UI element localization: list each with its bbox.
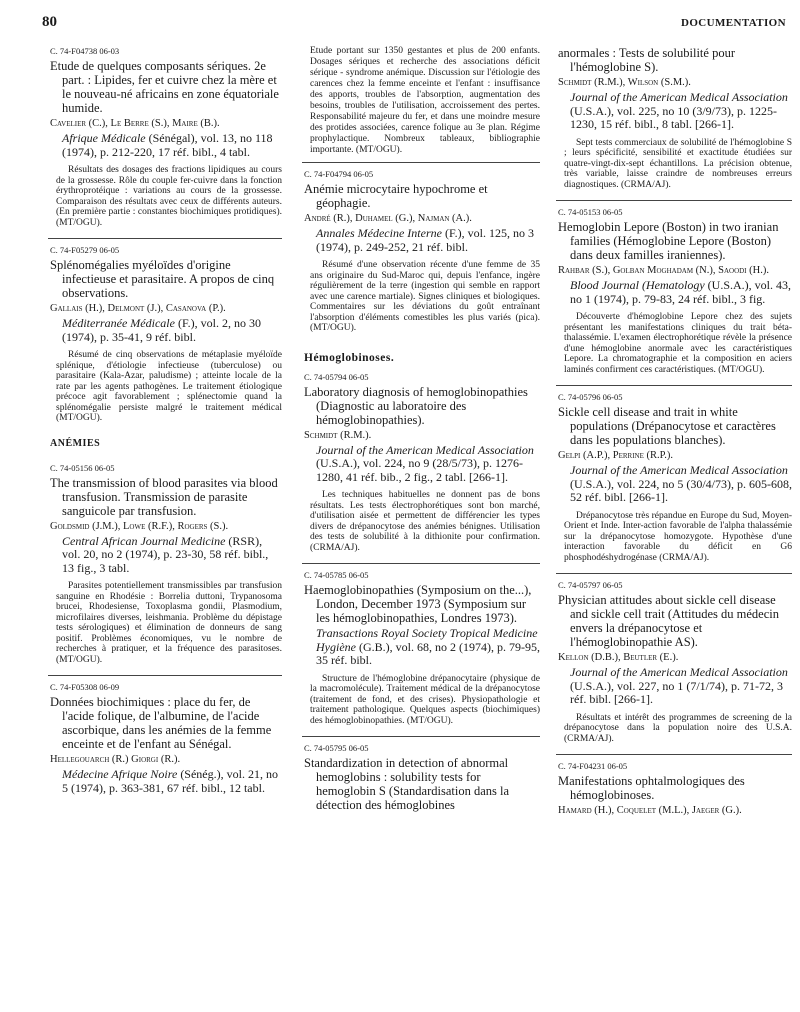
entry-abstract: Les techniques habituelles ne donnent pas de bons résultats. Les tests électrophorétiques sont bon marché, d'utilisation aisée et permettent de différencier les types divers de drépanocytose des anémies bénignes. Utilisation des tests de solubilité à la dithionite pour confirmation. (CRMA/AJ).	[310, 490, 540, 553]
source-details: (G.B.), vol. 68, no 2 (1974), p. 79-95, 35 réf. bibl.	[316, 639, 540, 667]
entry-title: Etude de quelques composants sériques. 2e part. : Lipides, fer et cuivre chez la mère et le nouveau-né africains en zone équatoriale humide.	[50, 59, 279, 115]
journal-name: Journal of the American Medical Association	[570, 90, 788, 104]
entry-title: Hemoglobin Lepore (Boston) in two iranian families (Hémoglobine Lepore (Boston) dans deux familles iraniennes).	[558, 220, 779, 262]
entry-title-continued: anormales : Tests de solubilité pour l'hémoglobine S).	[558, 46, 735, 74]
entry-source	[316, 627, 540, 668]
entry-divider	[302, 736, 540, 737]
entry-code: C. 74-05797 06-05	[558, 580, 623, 590]
bibliography-entry	[48, 46, 282, 228]
entry-abstract: Structure de l'hémoglobine drépanocytaire (physique de la macromolécule). Traitement médical de la drépanocytose (traitement de fond, et des crises). Physiopathologie et traitement pathologique. Quelques aspects (biochimiques) des hémoglobinopathies. (MT/OGU).	[310, 673, 540, 726]
section-title: DOCUMENTATION	[680, 17, 786, 29]
entry-abstract: Découverte d'hémoglobine Lepore chez des sujets présentant les manifestations cliniques du trait béta-thalassémie. L'examen électrophorétique révèle la présence d'une hémoglobine anormale avec les caractéristiques Lepore. La chromatographie et la composition en aciers laminés confirment ces caractéristiques. (MT/OGU).	[564, 312, 792, 375]
page-header	[42, 14, 786, 36]
entry-code: C. 74-05794 06-05	[304, 371, 369, 382]
bibliography-entry	[556, 761, 792, 817]
journal-name: Annales Médecine Interne	[316, 226, 442, 240]
entry-source	[316, 227, 540, 254]
entry-divider	[302, 563, 540, 564]
entry-authors: Hellegouarch (R.) Giorgi (R.).	[50, 754, 181, 765]
source-details: (U.S.A.), vol. 224, no 5 (30/4/73), p. 605-608, 52 réf. bibl. [266-1].	[570, 476, 792, 504]
source-details: (U.S.A.), vol. 227, no 1 (7/1/74), p. 71-72, 3 réf. bibl. [266-1].	[570, 678, 783, 706]
entry-abstract: Résumé de cinq observations de métaplasie myéloïde splénique, d'étiologie infectieuse (tuberculose) ou parasitaire (Kala-Azar, paludisme) ; atteinte locale de la rate par les agents pathogènes. Le traitement étiologique précoce agit favorablement ; splénectomie quand la splénomégalie persiste malgré le traitement médical (MT/OGU).	[56, 350, 282, 423]
entry-authors: Gallais (H.), Delmont (J.), Casanova (P.).	[50, 303, 226, 314]
entry-title: Standardization in detection of abnormal hemoglobins : solubility tests for hemoglobin S (Standardisation dans la détection des hémoglobines	[304, 756, 510, 812]
entry-code: C. 74-F04738 06-03	[50, 46, 120, 56]
entry-abstract: Résultats et intérêt des programmes de screening de la drépanocytose dans la population noire des U.S.A. (CRMA/AJ).	[564, 712, 792, 744]
bibliography-entry	[48, 463, 282, 666]
entry-divider	[556, 385, 792, 386]
entry-title: Anémie microcytaire hypochrome et géophagie.	[304, 182, 488, 210]
source-details: (F.), vol. 125, no 3 (1974), p. 249-252, 21 réf. bibl.	[316, 226, 534, 254]
entry-code: C. 74-05153 06-05	[558, 207, 623, 217]
entry-code: C. 74-05156 06-05	[50, 462, 115, 473]
journal-name: Journal of the American Medical Association	[570, 665, 788, 679]
entry-source	[62, 768, 282, 795]
entry-source	[570, 279, 792, 306]
entry-authors: Schmidt (R.M.).	[304, 429, 372, 441]
entry-abstract: Résumé d'une observation récente d'une femme de 35 ans originaire du Sud-Maroc qui, depuis l'enfance, ingère régulièrement de la terre (ingestion qui semble en rapport avec une carence martiale). Signes cliniques et biologiques. Commentaires sur les déviations du goût entraînant l'absorption d'éléments comestibles les plus variés (pica). (MT/OGU).	[310, 260, 540, 333]
source-details: (F.), vol. 2, no 30 (1974), p. 35-41, 9 réf. bibl.	[62, 316, 261, 344]
entry-title: The transmission of blood parasites via blood transfusion. Transmission de parasite sanguicole par transfusion.	[50, 475, 278, 518]
section-heading: ANÉMIES	[50, 437, 101, 449]
entry-source	[62, 132, 282, 159]
journal-name: Blood Journal (Hematology	[570, 278, 705, 292]
entry-title: Sickle cell disease and trait in white populations (Drépanocytose et caractères dans les populations blanches).	[558, 405, 776, 447]
entry-authors: Cavelier (C.), Le Berre (S.), Maire (B.).	[50, 118, 220, 129]
entry-authors: Schmidt (R.M.), Wilson (S.M.).	[558, 77, 691, 88]
entry-divider	[556, 200, 792, 201]
entry-authors: Goldsmid (J.M.), Lowe (R.F.), Rogers (S.).	[50, 520, 229, 532]
entry-abstract: Résultats des dosages des fractions lipidiques au cours de la grossesse. Rôle du couple fer-cuivre dans la fonction érythroprotéique : variations au cours de la grossesse. Comparaison des résultats avec ceux de différents auteurs. (En première partie : constantes biochimiques protidiques). (MT/OGU).	[56, 165, 282, 228]
abstract-continued: Etude portant sur 1350 gestantes et plus de 200 enfants. Dosages sériques et recherche des associations déficit sérique - syndrome anémique. Discussion sur l'étiologie des carences chez la femme enceinte et l'enfant : insuffisance des apports, troubles de l'absorption, augmentation des besoins, troubles de l'utilisation, accroissement des pertes. Responsabilité majeure du fer, et dans une moindre mesure des protides associées, carence folique au 3e plan. Régime prophylactique. Nombreux tableaux, bibliographie importante. (MT/OGU).	[310, 46, 540, 155]
journal-name: Journal of the American Medical Association	[316, 442, 534, 457]
journal-name: Transactions Royal Society Tropical Medicine Hygiène	[316, 626, 538, 654]
source-details: (U.S.A.), vol. 43, no 1 (1974), p. 79-83, 24 réf. bibl., 3 fig.	[570, 278, 791, 306]
entry-abstract: Parasites potentiellement transmissibles par transfusion sanguine en Rhodésie : Borrelia duttoni, Trypanosoma brucei, Rhodesiense, Toxoplasma gondii, Plasmodium, microfilaires diverses, leishmania. Problème du dépistage tests sérologiques) et élimination de donneurs de sang positif. Problèmes économiques, vu le nombre de recherches à pratiquer, et la fréquence des parasitoses. (MT/OGU).	[56, 581, 282, 665]
entry-divider	[556, 573, 792, 574]
column-left	[48, 46, 282, 805]
entry-code: C. 74-F05279 06-05	[50, 245, 120, 255]
entry-source	[62, 535, 282, 576]
source-details: (RSR), vol. 20, no 2 (1974), p. 23-30, 58 réf. bibl., 13 fig., 3 tabl.	[62, 533, 269, 575]
journal-name: Central African Journal Medicine	[62, 533, 226, 548]
entry-divider	[556, 754, 792, 755]
bibliography-entry	[556, 46, 792, 190]
journal-name: Afrique Médicale	[62, 131, 146, 145]
entry-title: Laboratory diagnosis of hemoglobinopathies (Diagnostic au laboratoire des hémoglobinopathies).	[304, 384, 528, 427]
journal-name: Méditerranée Médicale	[62, 316, 175, 330]
bibliography-entry	[302, 372, 540, 554]
entry-code: C. 74-05796 06-05	[558, 392, 623, 402]
entry-source	[570, 91, 792, 132]
entry-code: C. 74-05785 06-05	[304, 570, 369, 580]
entry-authors: Kellon (D.B.), Beutler (E.).	[558, 652, 679, 663]
entry-source	[62, 317, 282, 344]
journal-name: Journal of the American Medical Association	[570, 463, 788, 477]
entry-authors: Rahbar (S.), Golban Moghadam (N.), Saoodi (H.).	[558, 265, 769, 276]
column-right	[556, 46, 792, 827]
source-details: (Sénég.), vol. 21, no 5 (1974), p. 363-381, 67 réf. bibl., 12 tabl.	[62, 767, 278, 795]
entry-title: Physician attitudes about sickle cell disease and sickle cell trait (Attitudes du médecin envers la drépanocytose et l'hémoglobinopathie AS).	[558, 593, 779, 649]
entry-authors: Hamard (H.), Coquelet (M.L.), Jaeger (G.).	[558, 805, 742, 816]
entry-code: C. 74-F04231 06-05	[558, 761, 628, 771]
entry-title: Haemoglobinopathies (Symposium on the...), London, December 1973 (Symposium sur les hémoglobinopathies, Londres 1973).	[304, 583, 532, 625]
entry-authors: Gelpi (A.P.), Perrine (R.P.).	[558, 450, 674, 461]
journal-name: Médecine Afrique Noire	[62, 767, 178, 781]
entry-title: Splénomégalies myéloïdes d'origine infectieuse et parasitaire. A propos de cinq observations.	[50, 258, 275, 300]
entry-source	[570, 666, 792, 707]
entry-authors: André (R.), Duhamel (G.), Najman (A.).	[304, 213, 472, 224]
entry-divider	[48, 675, 282, 676]
bibliography-entry	[556, 580, 792, 744]
entry-code: C. 74-05795 06-05	[304, 743, 369, 753]
entry-divider	[302, 162, 540, 163]
entry-source	[570, 464, 792, 505]
section-heading: Hémoglobinoses.	[304, 351, 395, 364]
entry-code: C. 74-F04794 06-05	[304, 169, 374, 179]
bibliography-entry	[556, 207, 792, 375]
entry-abstract: Drépanocytose très répandue en Europe du Sud, Moyen-Orient et Inde. Inter-action favorable de l'alpha thalassémie sur la drépanocytose homozygote. Hypothèse d'une interaction favorable du déficit en G6 phosphodéshydrogénase (CRMA/AJ).	[564, 510, 792, 563]
bibliography-entry	[48, 682, 282, 795]
source-details: (U.S.A.), vol. 224, no 9 (28/5/73), p. 1276-1280, 41 réf. bib., 2 fig., 2 tabl. [266-1].	[316, 456, 523, 484]
bibliography-entry	[556, 392, 792, 563]
page-number: 80	[42, 14, 57, 30]
entry-source	[316, 444, 540, 485]
source-details: (Sénégal), vol. 13, no 118 (1974), p. 212-220, 17 réf. bibl., 4 tabl.	[62, 131, 273, 159]
entry-code: C. 74-F05308 06-09	[50, 682, 120, 692]
bibliography-entry	[302, 570, 540, 726]
bibliography-entry	[48, 245, 282, 424]
source-details: (U.S.A.), vol. 225, no 10 (3/9/73), p. 1225-1230, 15 réf. bibl., 8 tabl. [266-1].	[570, 103, 777, 131]
bibliography-entry	[302, 169, 540, 334]
entry-title: Manifestations ophtalmologiques des hémoglobinoses.	[558, 774, 745, 802]
column-middle	[302, 46, 540, 822]
entry-abstract: Sept tests commerciaux de solubilité de l'hémoglobine S ; leurs spécificité, sensibilité et exactitude étudiées sur quatre-vingt-dix-sept échantillons. La précision obtenue, très variable, laisse craindre de nombreuses erreurs diagnostiques. (CRMA/AJ).	[564, 137, 792, 190]
bibliography-entry	[302, 743, 540, 812]
entry-title: Données biochimiques : place du fer, de l'acide folique, de l'albumine, de l'acide ascorbique, dans les anémies de la femme enceinte et de l'enfant au Sénégal.	[50, 695, 272, 751]
entry-divider	[48, 238, 282, 239]
